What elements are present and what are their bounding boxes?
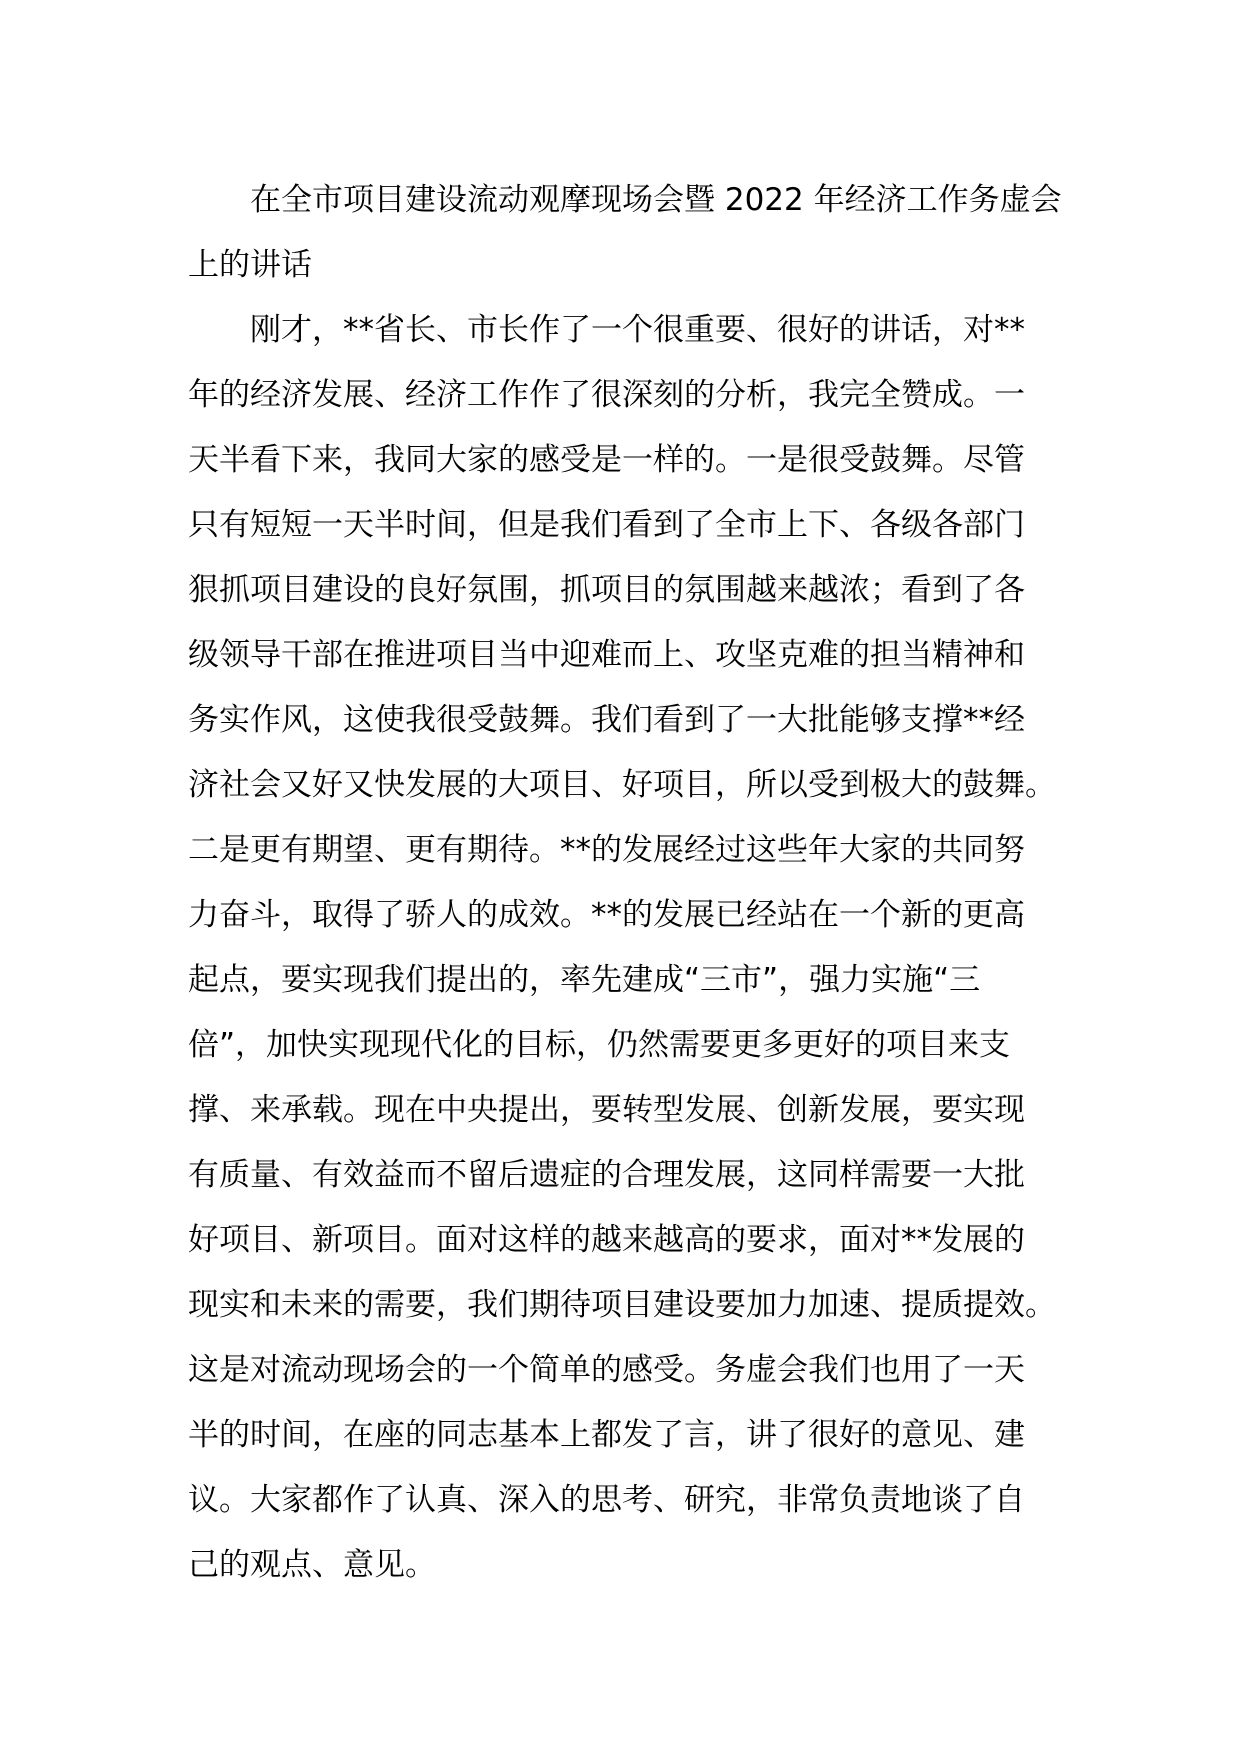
body-line: 这是对流动现场会的一个简单的感受。务虚会我们也用了一天 <box>188 1352 1025 1388</box>
body-line: 狠抓项目建设的良好氛围，抓项目的氛围越来越浓；看到了各 <box>188 572 1025 608</box>
title-line-2: 上的讲话 <box>188 247 312 283</box>
document-text <box>188 168 1068 1598</box>
body-line: 级领导干部在推进项目当中迎难而上、攻坚克难的担当精神和 <box>188 637 1025 673</box>
body-line: 济社会又好又快发展的大项目、好项目，所以受到极大的鼓舞。 <box>188 767 1056 803</box>
body-line: 好项目、新项目。面对这样的越来越高的要求，面对**发展的 <box>188 1222 1025 1258</box>
body-line: 议。大家都作了认真、深入的思考、研究，非常负责地谈了自 <box>188 1482 1025 1518</box>
body-line: 务实作风，这使我很受鼓舞。我们看到了一大批能够支撑**经 <box>188 702 1025 738</box>
title-line-1: 在全市项目建设流动观摩现场会暨 2022 年经济工作务虚会 <box>250 182 1062 218</box>
body-line: 只有短短一天半时间，但是我们看到了全市上下、各级各部门 <box>188 507 1025 543</box>
body-line: 己的观点、意见。 <box>188 1547 436 1583</box>
body-line: 力奋斗，取得了骄人的成效。**的发展已经站在一个新的更高 <box>188 897 1025 933</box>
body-line: 刚才，**省长、市长作了一个很重要、很好的讲话，对** <box>250 312 1025 348</box>
body-line: 二是更有期望、更有期待。**的发展经过这些年大家的共同努 <box>188 832 1025 868</box>
body-line: 年的经济发展、经济工作作了很深刻的分析，我完全赞成。一 <box>188 377 1025 413</box>
body-line: 有质量、有效益而不留后遗症的合理发展，这同样需要一大批 <box>188 1157 1025 1193</box>
body-line: 倍”，加快实现现代化的目标，仍然需要更多更好的项目来支 <box>188 1027 1011 1063</box>
body-line: 现实和未来的需要，我们期待项目建设要加力加速、提质提效。 <box>188 1287 1056 1323</box>
body-line: 半的时间，在座的同志基本上都发了言，讲了很好的意见、建 <box>188 1417 1025 1453</box>
body-line: 天半看下来，我同大家的感受是一样的。一是很受鼓舞。尽管 <box>188 442 1025 478</box>
body-line: 撑、来承载。现在中央提出，要转型发展、创新发展，要实现 <box>188 1092 1025 1128</box>
body-line: 起点，要实现我们提出的，率先建成“三市”，强力实施“三 <box>188 962 981 998</box>
